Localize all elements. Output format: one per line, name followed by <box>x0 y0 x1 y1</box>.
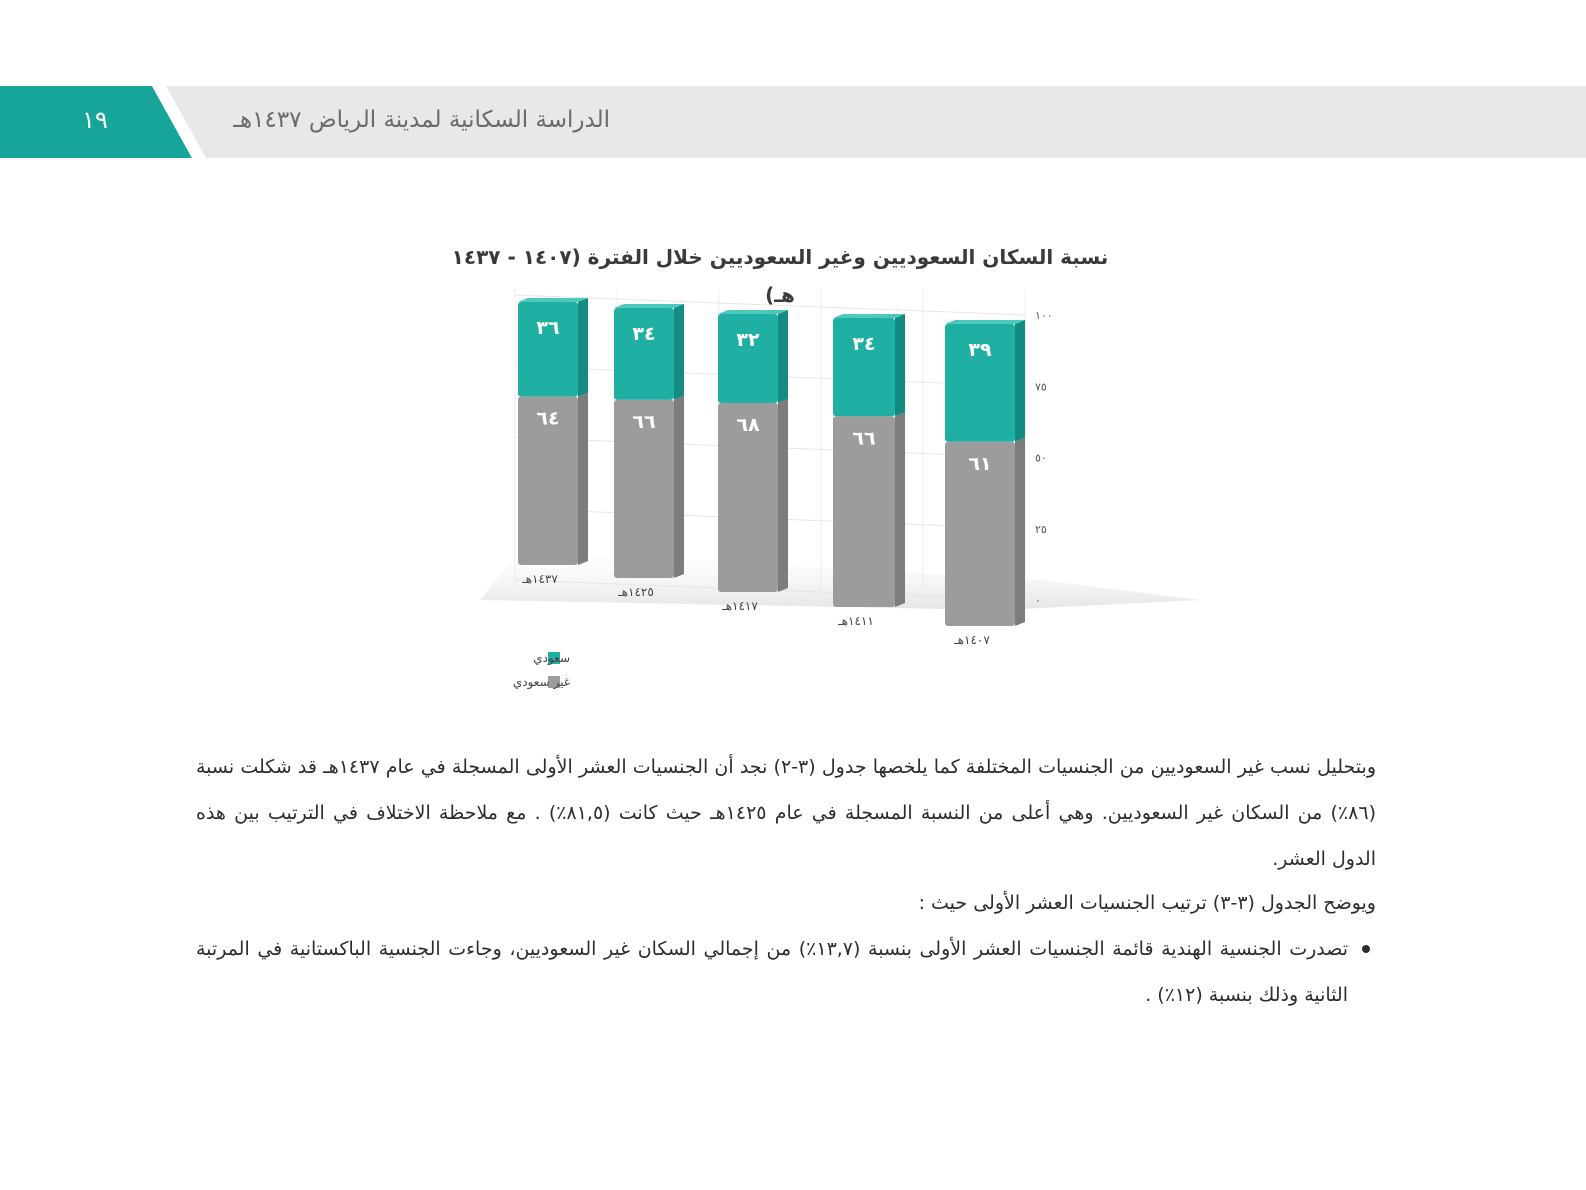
bar-segment-teal <box>614 308 674 400</box>
paragraph-analysis: وبتحليل نسب غير السعوديين من الجنسيات المختلفة كما يلخصها جدول (٣-٢) نجد أن الجنسيات العشر الأولى المسجلة في عام ١٤٣٧هـ قد شكلت نسبة (٨٦٪) من السكان غير السعوديين. وهي أعلى من النسبة المسجلة في عام ١٤٢٥هـ حيث كانت (٨١,٥٪) . مع ملاحظة الاختلاف في الترتيب بين هذه الدول العشر. <box>196 756 1376 870</box>
bar-3 <box>718 310 788 592</box>
bar-value-label-nonsaudi: ٦٨ <box>736 413 760 436</box>
bar-side-gray <box>1015 438 1025 626</box>
y-tick-label: ٠ <box>1035 594 1041 607</box>
bar-side-gray <box>895 412 905 607</box>
x-category-label: ١٤٢٥هـ <box>618 585 654 599</box>
bar-side-teal <box>895 314 905 416</box>
y-tick-label: ٥٠ <box>1035 451 1047 465</box>
bar-value-label-saudi: ٣٩ <box>968 339 992 361</box>
bar-top <box>833 314 905 318</box>
bar-side-teal <box>578 298 588 397</box>
bar-value-label-nonsaudi: ٦٦ <box>852 427 876 450</box>
bar-side-teal <box>778 310 788 403</box>
bar-value-label-saudi: ٣٦ <box>536 317 560 339</box>
bullet-text: تصدرت الجنسية الهندية قائمة الجنسيات العشر الأولى بنسبة (١٣,٧٪) من إجمالي السكان غير السعوديين، وجاءت الجنسية الباكستانية في المرتبة الثانية وذلك بنسبة (١٢٪) . <box>196 938 1348 1006</box>
bar-value-label-saudi: ٣٢ <box>736 329 760 351</box>
bar-top <box>614 304 684 308</box>
page-number: ١٩ <box>82 106 108 134</box>
bar-value-label-saudi: ٣٤ <box>632 323 656 345</box>
bar-top <box>518 298 588 302</box>
bar-side-teal <box>1015 320 1025 442</box>
y-tick-label: ٢٥ <box>1035 522 1047 536</box>
document-title: الدراسة السكانية لمدينة الرياض ١٤٣٧هـ <box>233 107 610 133</box>
bar-value-label-nonsaudi: ٦١ <box>968 452 992 475</box>
x-category-label: ١٤١١هـ <box>838 614 874 628</box>
bar-segment-teal <box>718 314 778 403</box>
bar-4 <box>833 314 905 607</box>
x-category-label: ١٤١٧هـ <box>722 599 758 613</box>
bullet-dot <box>1362 945 1370 953</box>
bar-value-label-nonsaudi: ٦٦ <box>632 410 656 433</box>
bar-2 <box>614 304 684 578</box>
bullet-item <box>196 926 1376 1018</box>
paragraph-table-intro: ويوضح الجدول (٣-٣) ترتيب الجنسيات العشر الأولى حيث : <box>918 892 1376 914</box>
legend-label: غير سعودي <box>512 675 570 689</box>
y-tick-label: ١٠٠ <box>1035 309 1053 322</box>
bar-side-gray <box>778 399 788 592</box>
bar-top <box>945 320 1025 324</box>
x-category-label: ١٤٠٧هـ <box>954 633 990 647</box>
bar-side-teal <box>674 304 684 400</box>
bar-value-label-saudi: ٣٤ <box>852 333 876 355</box>
chart-title: نسبة السكان السعوديين وغير السعوديين خلال الفترة (١٤٠٧ - ١٤٣٧ هـ) <box>451 245 1109 307</box>
stacked-bar-chart <box>440 280 1200 720</box>
y-tick-label: ٧٥ <box>1035 380 1047 394</box>
bar-top <box>718 310 788 314</box>
bar-value-label-nonsaudi: ٦٤ <box>536 407 560 430</box>
bar-side-gray <box>674 396 684 578</box>
x-category-label: ١٤٣٧هـ <box>522 572 558 586</box>
legend-label: سعودي <box>533 651 570 665</box>
bar-side-gray <box>578 393 588 565</box>
